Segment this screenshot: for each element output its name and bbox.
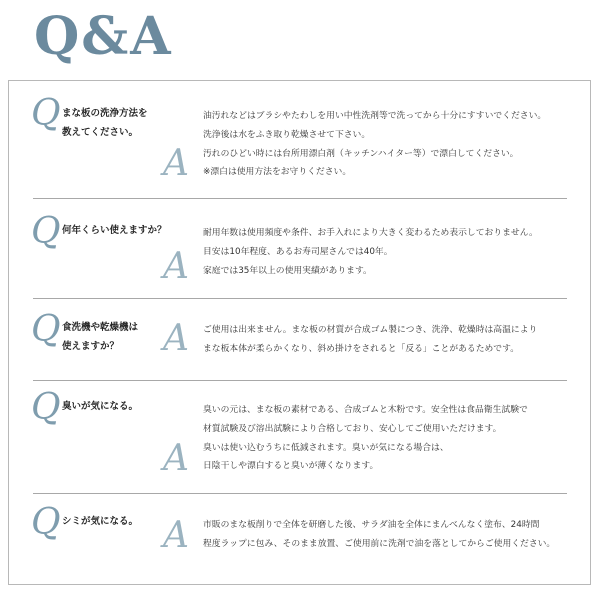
- a-icon: A: [163, 246, 189, 287]
- a-icon: A: [163, 438, 189, 479]
- divider: [33, 493, 567, 494]
- answer-line: 程度ラップに包み、そのまま放置、ご使用前に洗剤で油を落としてからご使用ください。: [203, 538, 556, 549]
- answer-line: 材質試験及び溶出試験により合格しており、安心してご使用いただけます。: [203, 423, 502, 434]
- question-1: まな板の洗浄方法を 教えてください。: [62, 108, 148, 138]
- divider: [33, 380, 567, 381]
- question-4: 臭いが気になる。: [62, 401, 139, 412]
- answer-line: 家庭では35年以上の使用実績があります。: [203, 265, 372, 276]
- answer-line: ご使用は出来ません。まな板の材質が合成ゴム製につき、洗浄、乾燥時は高温により: [203, 325, 538, 335]
- answer-line: 油汚れなどはブラシやたわしを用い中性洗剤等で洗ってから十分にすすいでください。: [203, 111, 547, 121]
- answer-line: 市販のまな板削りで全体を研磨した後、サラダ油を全体にまんべんなく塗布、24時間: [203, 520, 540, 530]
- answer-line: 洗浄後は水をふき取り乾燥させて下さい。: [203, 129, 371, 140]
- answer-line: 臭いは使い込むうちに低減されます。臭いが気になる場合は、: [203, 442, 449, 453]
- q-icon: Q: [31, 502, 61, 543]
- question-3: 食洗機や乾燥機は 使えますか？: [62, 322, 139, 352]
- q-icon: Q: [31, 211, 61, 252]
- question-2: 何年くらい使えますか？: [62, 225, 167, 236]
- page-title: Q&A: [34, 6, 173, 67]
- answer-3: [203, 321, 537, 359]
- a-icon: A: [163, 143, 189, 184]
- answer-5: [203, 516, 555, 554]
- a-icon: A: [163, 318, 189, 359]
- question-5: シミが気になる。: [62, 516, 139, 527]
- a-icon: A: [163, 515, 189, 556]
- divider: [33, 198, 567, 199]
- answer-line: 日陰干しや漂白すると臭いが薄くなります。: [203, 461, 379, 472]
- answer-1: [203, 107, 546, 182]
- answer-4: [203, 401, 528, 476]
- answer-line: ※漂白は使用方法をお守りください。: [203, 167, 352, 178]
- answer-line: まな板本体が柔らかくなり、斜め掛けをされると「反る」ことがあるためです。: [203, 343, 519, 354]
- q-icon: Q: [31, 387, 61, 428]
- answer-line: 臭いの元は、まな板の素材である、合成ゴムと木粉です。安全性は食品衛生試験で: [203, 405, 528, 415]
- answer-2: [203, 224, 538, 280]
- answer-line: 耐用年数は使用頻度や条件、お手入れにより大きく変わるため表示しておりません。: [203, 228, 538, 238]
- q-icon: Q: [31, 309, 61, 350]
- answer-line: 目安は10年程度、あるお寿司屋さんでは40年。: [203, 246, 393, 257]
- answer-line: 汚れのひどい時には台所用漂白剤（キッチンハイター等）で漂白してください。: [203, 148, 519, 159]
- divider: [33, 298, 567, 299]
- q-icon: Q: [31, 93, 61, 134]
